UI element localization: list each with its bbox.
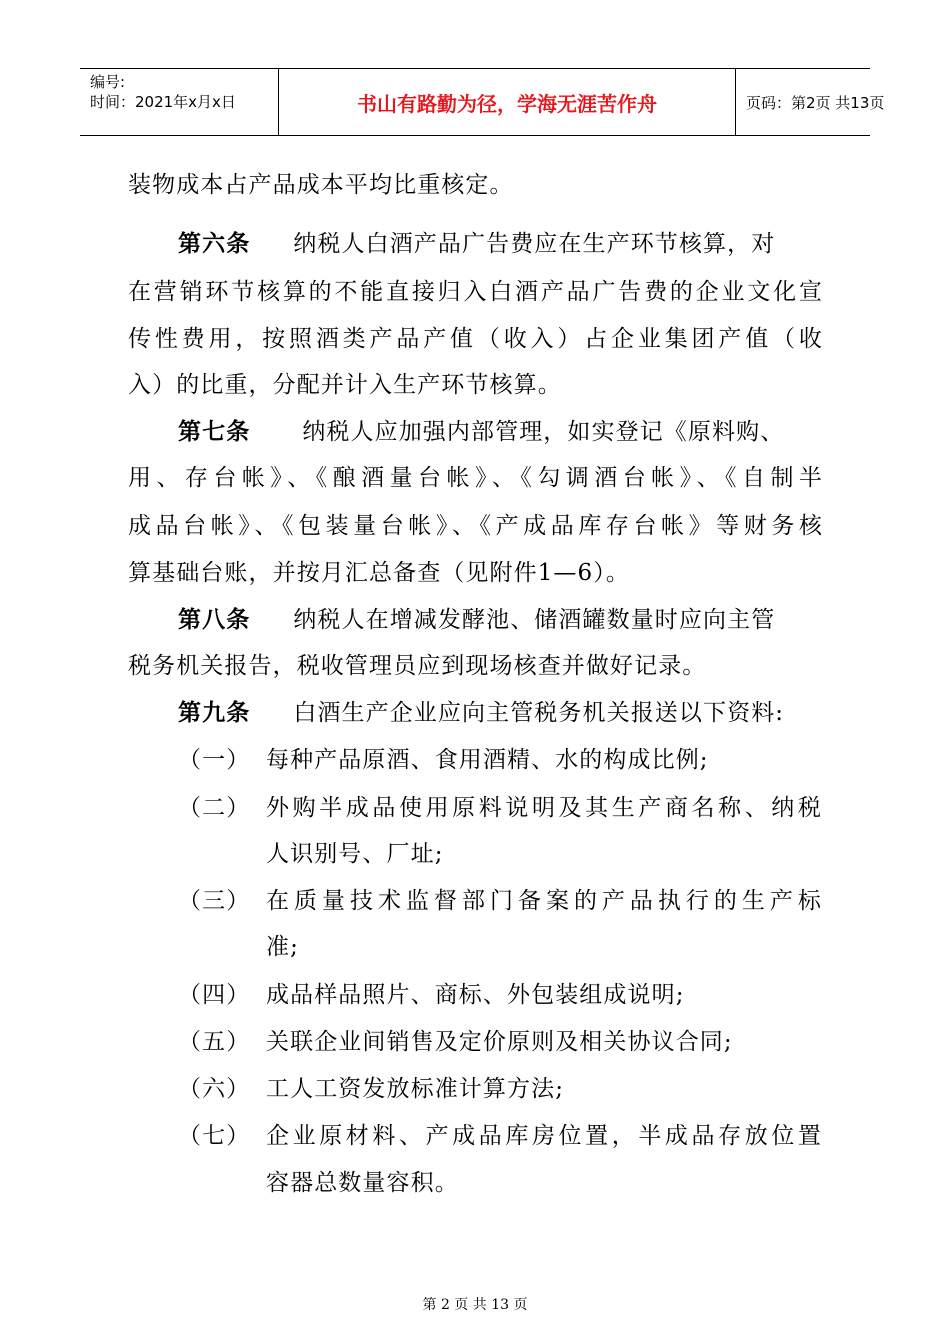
- article-7-heading: 第七条: [178, 419, 251, 445]
- page-footer: 第 2 页 共 13 页: [422, 1297, 528, 1313]
- article-9-text: 白酒生产企业应向主管税务机关报送以下资料:: [293, 700, 785, 726]
- article-6-first-line: [128, 228, 823, 260]
- article-7-line: 成品台帐》、《包装量台帐》、《产成品库存台帐》等财务核: [128, 513, 823, 539]
- list-item-number: （二）: [178, 795, 251, 821]
- list-item-number: （六）: [178, 1076, 251, 1102]
- list-item-text: 成品样品照片、商标、外包装组成说明;: [266, 982, 685, 1008]
- article-9-first-line: [128, 697, 823, 729]
- document-number-label: 编号:: [90, 73, 126, 91]
- list-item-text: 在质量技术监督部门备案的产品执行的生产标: [266, 888, 822, 914]
- list-item-continuation: 人识别号、厂址;: [266, 841, 444, 867]
- list-item-text: 关联企业间销售及定价原则及相关协议合同;: [266, 1029, 733, 1055]
- article-6-line: 入）的比重，分配并计入生产环节核算。: [128, 372, 562, 398]
- list-item-number: （一）: [178, 747, 251, 773]
- article-7-line: 用、存台帐》、《酿酒量台帐》、《勾调酒台帐》、《自制半: [128, 465, 823, 491]
- list-item-continuation: 容器总数量容积。: [266, 1170, 459, 1196]
- header-motto: 书山有路勤为径，学海无涯苦作舟: [279, 69, 736, 135]
- article-6-line: 在营销环节核算的不能直接归入白酒产品广告费的企业文化宣: [128, 279, 823, 305]
- article-6-text: 纳税人白酒产品广告费应在生产环节核算，对: [293, 231, 776, 257]
- list-item-number: （四）: [178, 982, 251, 1008]
- page-header: [80, 68, 885, 136]
- header-page-number: 页码：第2页 共13页: [746, 93, 885, 112]
- list-item-number: （三）: [178, 888, 251, 914]
- article-7-line: 算基础台账，并按月汇总备查（见附件1—6）。: [128, 560, 630, 586]
- list-item-continuation: 准;: [266, 934, 299, 960]
- article-6-heading: 第六条: [178, 231, 251, 257]
- header-meta-cell: [80, 69, 279, 135]
- article-8-first-line: [128, 604, 823, 636]
- article-7-text: 纳税人应加强内部管理，如实登记《原料购、: [302, 419, 785, 445]
- article-8-text: 纳税人在增减发酵池、储酒罐数量时应向主管: [293, 607, 776, 633]
- article-6-line: 传性费用，按照酒类产品产值（收入）占企业集团产值（收: [128, 326, 823, 352]
- article-9-heading: 第九条: [178, 700, 251, 726]
- body-line: 装物成本占产品成本平均比重核定。: [128, 172, 514, 198]
- article-8-heading: 第八条: [178, 607, 251, 633]
- list-item-number: （七）: [178, 1123, 251, 1149]
- list-item-text: 外购半成品使用原料说明及其生产商名称、纳税: [266, 795, 822, 821]
- document-time-label: 时间：2021年x月x日: [90, 93, 236, 111]
- list-item-text: 每种产品原酒、食用酒精、水的构成比例;: [266, 747, 709, 773]
- article-7-first-line: [128, 416, 823, 448]
- list-item-text: 工人工资发放标准计算方法;: [266, 1076, 565, 1102]
- list-item-text: 企业原材料、产成品库房位置，半成品存放位置: [266, 1123, 822, 1149]
- article-8-line: 税务机关报告，税收管理员应到现场核查并做好记录。: [128, 653, 707, 679]
- list-item-number: （五）: [178, 1029, 251, 1055]
